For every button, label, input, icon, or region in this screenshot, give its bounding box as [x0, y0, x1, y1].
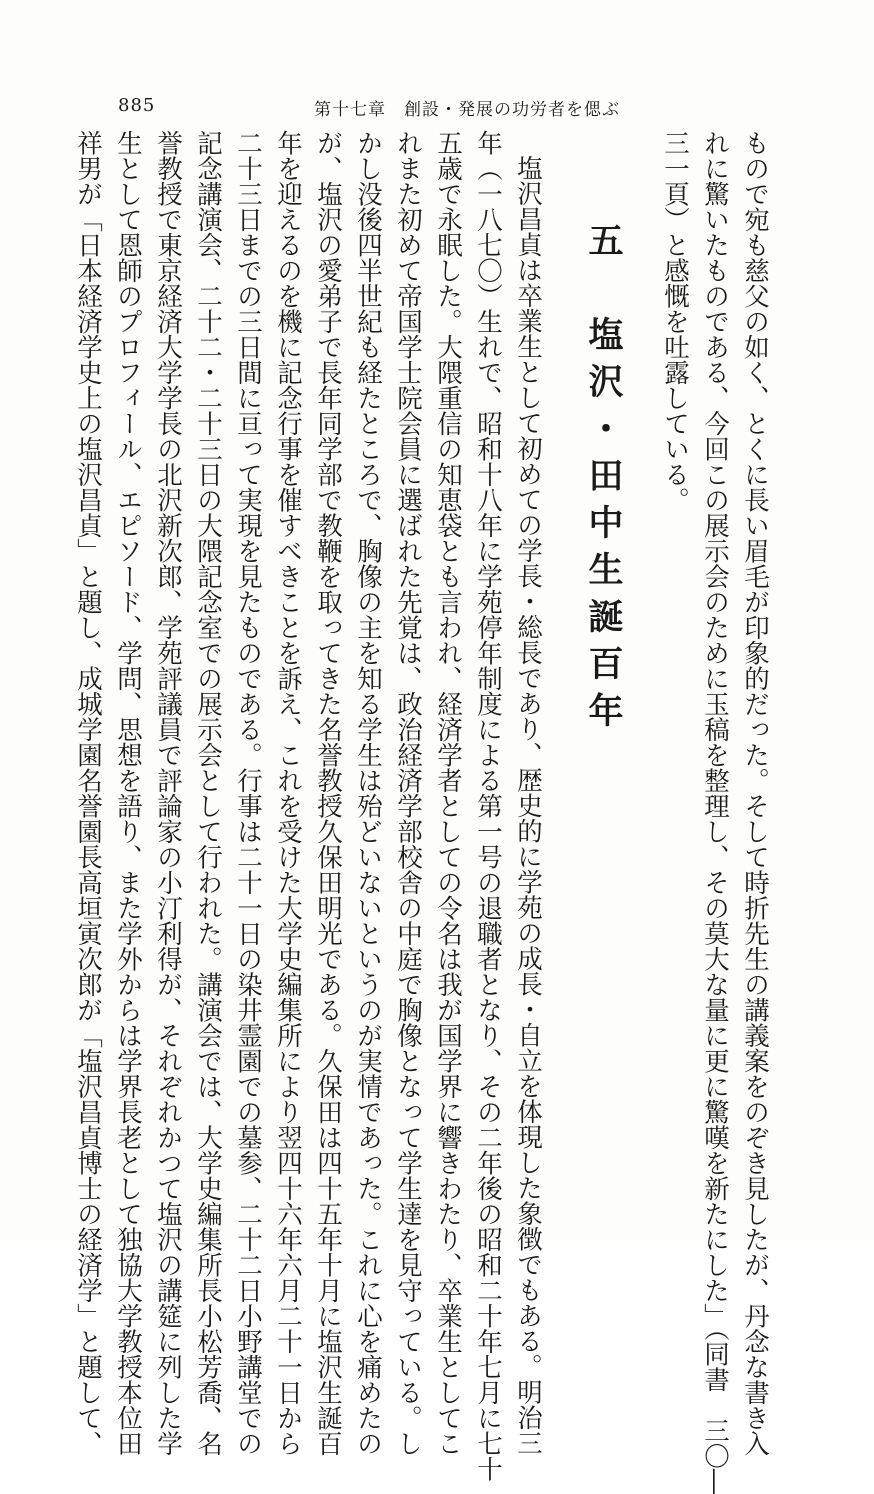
text-column: 三一頁）と感慨を吐露している。: [660, 130, 690, 513]
page-number: 885: [118, 95, 156, 116]
text-column: 祥男が「日本経済学史上の塩沢昌貞」と題し、成城学園名誉園長高垣寅次郎が「塩沢昌貞博士の経済学」と題して、: [73, 130, 103, 1456]
text-column: れに驚いたものである、今回この展示会のために玉稿を整理し、その莫大な量に更に驚嘆を新たにした」（同書 三〇―: [700, 130, 730, 1494]
vertical-text-body: [73, 130, 775, 1494]
text-column: 誉教授で東京経済大学学長の北沢新次郎、学苑評議員で評論家の小汀利得が、それぞれかつて塩沢の講筵に列した学: [153, 130, 183, 1456]
text-column: 年（一八七〇）生れで、昭和十八年に学苑停年制度による第一号の退職者となり、その二年後の昭和二十年七月に七十: [473, 130, 503, 1482]
text-column: 年を迎えるのを機に記念行事を催すべきことを訴え、これを受けた大学史編集所により翌四十六年六月二十一日から: [273, 130, 303, 1456]
running-head: 第十七章 創設・発展の功労者を偲ぶ: [314, 100, 620, 120]
text-column: 五歳で永眠した。大隈重信の知恵袋とも言われ、経済学者としての令名は我が国学界に響きわたり、卒業生としてこ: [433, 130, 463, 1456]
text-column: 生として恩師のプロフィール、エピソード、学問、思想を語り、また学外からは学界長老として独協大学教授本位田: [113, 130, 143, 1456]
section-heading: 五 塩沢・田中生誕百年: [583, 222, 624, 739]
text-column: もので宛も慈父の如く、とくに長い眉毛が印象的だった。そして時折先生の講義案をのぞき見したが、丹念な書き入: [740, 130, 770, 1456]
text-column: 記念講演会、二十二・二十三日の大隈記念室での展示会として行われた。講演会では、大学史編集所長小松芳喬、名: [193, 130, 223, 1456]
text-column: れまた初めて帝国学士院会員に選ばれた先覚は、政治経済学部校舎の中庭で胸像となって学生達を見守っている。し: [393, 130, 423, 1456]
text-column: が、塩沢の愛弟子で長年同学部で教鞭を取ってきた名誉教授久保田明光である。久保田は四十五年十月に塩沢生誕百: [313, 130, 343, 1456]
text-column: 塩沢昌貞は卒業生として初めての学長・総長であり、歴史的に学苑の成長・自立を体現した象徴でもある。明治三: [513, 155, 543, 1456]
text-column: かし没後四半世紀も経たところで、胸像の主を知る学生は殆どいないというのが実情であった。これに心を痛めたの: [353, 130, 383, 1456]
text-column: 二十三日までの三日間に亘って実現を見たものである。行事は二十一日の染井霊園での墓参、二十二日小野講堂での: [233, 130, 263, 1456]
